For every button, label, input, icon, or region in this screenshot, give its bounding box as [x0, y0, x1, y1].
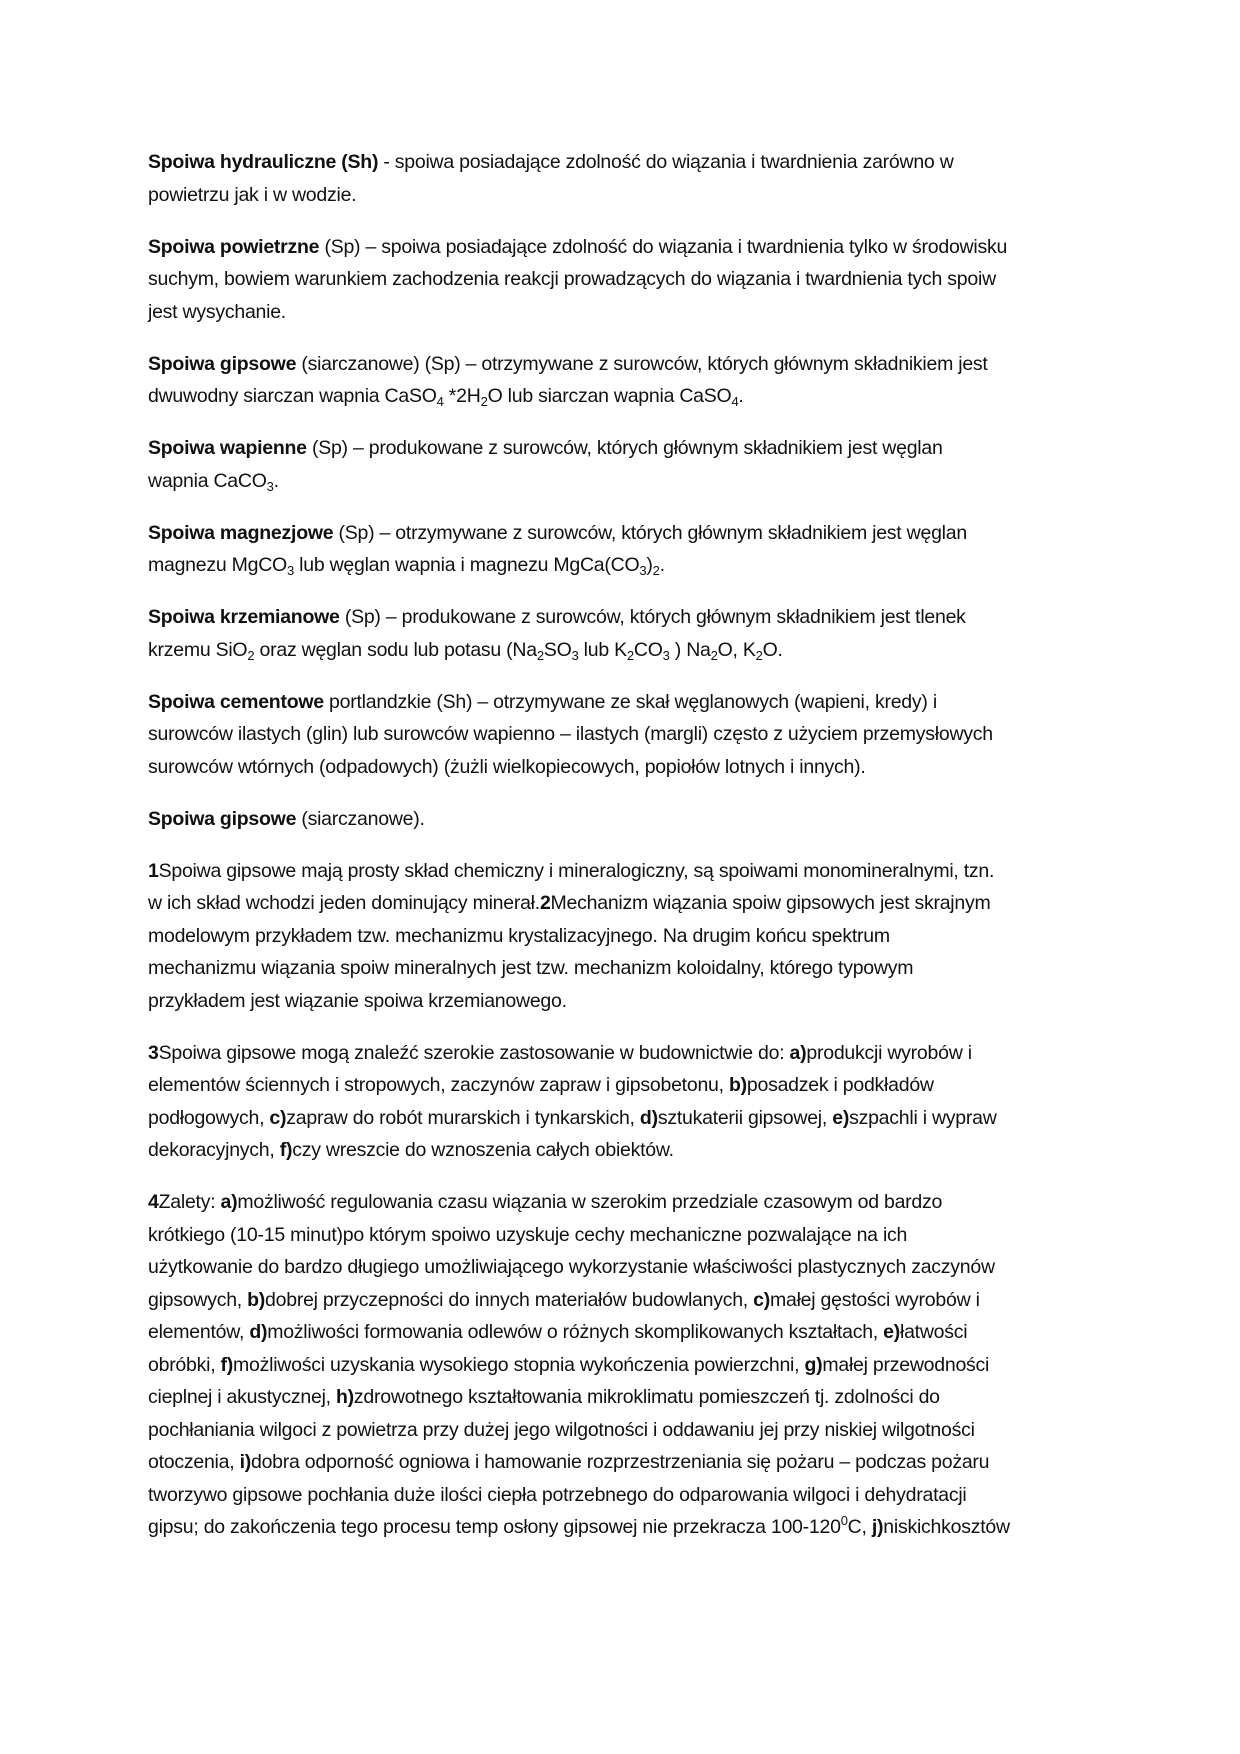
bold-text: c)	[269, 1106, 287, 1129]
paragraph	[148, 855, 1108, 1018]
text: magnezu MgCO	[148, 554, 287, 576]
bold-text: Spoiwa powietrzne	[148, 235, 320, 258]
text: szpachli i wypraw	[849, 1106, 997, 1129]
text-line	[148, 1381, 1108, 1414]
text: podłogowych,	[148, 1106, 270, 1129]
bold-text: d)	[249, 1321, 268, 1343]
text: CO	[633, 638, 663, 661]
bold-text: Spoiwa krzemianowe	[148, 606, 340, 628]
text: O.	[762, 638, 783, 661]
text-line	[148, 465, 1108, 498]
text: jest wysychanie.	[148, 300, 286, 323]
text: lub K	[578, 638, 627, 661]
subscript: 2	[536, 647, 544, 663]
paragraph	[148, 601, 1108, 666]
text: w ich skład wchodzi jeden dominujący minerał.	[148, 892, 540, 914]
text-line	[148, 803, 1108, 836]
text: czy wreszcie do wznoszenia całych obiektów.	[292, 1139, 674, 1161]
bold-text: b)	[728, 1074, 747, 1096]
text: sztukaterii gipsowej,	[657, 1106, 833, 1129]
text: (Sp) – produkowane z surowców, których głównym składnikiem jest węglan	[306, 437, 943, 459]
bold-text: f)	[220, 1353, 234, 1376]
text: możliwości formowania odlewów o różnych skomplikowanych kształtach,	[267, 1321, 884, 1343]
text: małej gęstości wyrobów i	[770, 1288, 980, 1311]
subscript: 3	[662, 647, 670, 663]
text: zdrowotnego kształtowania mikroklimatu pomieszczeń tj. zdolności do	[353, 1386, 940, 1408]
text-line	[148, 549, 1108, 582]
paragraph	[148, 146, 1108, 211]
paragraph	[148, 1186, 1108, 1544]
text: przykładem jest wiązanie spoiwa krzemianowego.	[148, 989, 567, 1012]
text-line	[148, 432, 1108, 465]
bold-text: Spoiwa wapienne	[148, 437, 307, 459]
bold-text: a)	[789, 1041, 807, 1064]
paragraph	[148, 348, 1108, 413]
paragraph	[148, 1037, 1108, 1167]
text: O lub siarczan wapnia CaSO	[487, 385, 732, 407]
text: SO	[543, 638, 572, 661]
text: wapnia CaCO	[148, 469, 267, 492]
bold-text: h)	[336, 1386, 354, 1408]
text-line	[148, 1511, 1108, 1544]
text-line	[148, 1134, 1108, 1167]
subscript: 2	[652, 563, 660, 578]
bold-text: 4	[148, 1191, 159, 1213]
text-line	[148, 1037, 1108, 1070]
text: Mechanizm wiązania spoiw gipsowych jest skrajnym	[550, 892, 991, 914]
text: *2H	[443, 385, 481, 407]
text: elementów,	[148, 1321, 250, 1343]
text: posadzek i podkładów	[746, 1074, 934, 1096]
text-line	[148, 718, 1108, 751]
text: (siarczanowe).	[296, 807, 425, 830]
bold-text: Spoiwa magnezjowe	[148, 521, 334, 544]
bold-text: Spoiwa gipsowe	[148, 352, 297, 375]
text: Zalety:	[158, 1191, 221, 1213]
text: gipsowych,	[148, 1288, 248, 1311]
text: zapraw do robót murarskich i tynkarskich,	[286, 1106, 640, 1129]
text: łatwości	[899, 1321, 968, 1343]
text: dwuwodny siarczan wapnia CaSO	[148, 385, 437, 407]
text: (siarczanowe) (Sp) – otrzymywane z surowców, których głównym składnikiem jest	[296, 352, 988, 375]
text: portlandzkie (Sh) – otrzymywane ze skał węglanowych (wapieni, kredy) i	[323, 690, 937, 713]
text: tworzywo gipsowe pochłania duże ilości ciepła potrzebnego do odparowania wilgoci i dehydratacji	[148, 1483, 967, 1506]
text: surowców ilastych (glin) lub surowców wapienno – ilastych (margli) często z użyciem przemysłowych	[148, 723, 993, 745]
text: dobrej przyczepności do innych materiałów budowlanych,	[265, 1288, 754, 1311]
text-line	[148, 634, 1108, 667]
text: powietrzu jak i w wodzie.	[148, 183, 357, 206]
text: Spoiwa gipsowe mają prosty skład chemiczny i mineralogiczny, są spoiwami monomineralnymi, tzn.	[158, 859, 995, 882]
bold-text: 3	[148, 1041, 159, 1064]
text-line	[148, 231, 1108, 264]
text-line	[148, 263, 1108, 296]
document-page	[148, 146, 1108, 1563]
paragraph	[148, 231, 1108, 329]
text: elementów ściennych i stropowych, zaczynów zapraw i gipsobetonu,	[148, 1074, 729, 1096]
subscript: 2	[626, 647, 634, 663]
bold-text: f)	[279, 1139, 293, 1161]
text: C,	[847, 1516, 872, 1538]
text: gipsu; do zakończenia tego procesu temp osłony gipsowej nie przekracza 100-120	[148, 1516, 841, 1538]
bold-text: e)	[883, 1321, 900, 1343]
text: surowców wtórnych (odpadowych) (żużli wielkopiecowych, popiołów lotnych i innych).	[148, 755, 866, 778]
text-line	[148, 1069, 1108, 1102]
text: (Sp) – otrzymywane z surowców, których głównym składnikiem jest węglan	[333, 521, 967, 544]
bold-text: b)	[247, 1288, 266, 1311]
text-line	[148, 601, 1108, 634]
text: pochłaniania wilgoci z powietrza przy dużej jego wilgotności i oddawaniu jej przy niskiej wilgotności	[148, 1418, 975, 1441]
paragraph	[148, 517, 1108, 582]
paragraph	[148, 686, 1108, 784]
subscript: 2	[755, 647, 763, 663]
text: dekoracyjnych,	[148, 1139, 280, 1161]
text-line	[148, 348, 1108, 381]
bold-text: Spoiwa gipsowe	[148, 807, 297, 830]
bold-text: 2	[539, 892, 551, 914]
text: O, K	[717, 638, 756, 661]
subscript: 2	[710, 647, 718, 663]
text: możliwość regulowania czasu wiązania w szerokim przedziale czasowym od bardzo	[237, 1191, 943, 1213]
text: )	[646, 554, 653, 576]
subscript: 2	[480, 394, 488, 409]
text-line	[148, 1414, 1108, 1447]
text: ) Na	[669, 638, 711, 661]
text-line	[148, 1102, 1108, 1135]
text: - spoiwa posiadające zdolność do wiązania i twardnienia zarówno w	[378, 151, 954, 173]
subscript: 3	[286, 563, 294, 578]
text: cieplnej i akustycznej,	[148, 1386, 337, 1408]
text: (Sp) – produkowane z surowców, których głównym składnikiem jest tlenek	[339, 606, 966, 628]
text: niskichkosztów	[883, 1516, 1010, 1538]
text: dobra odporność ogniowa i hamowanie rozprzestrzeniania się pożaru – podczas pożaru	[250, 1451, 990, 1473]
text-line	[148, 1219, 1108, 1252]
text-line	[148, 855, 1108, 888]
text: suchym, bowiem warunkiem zachodzenia reakcji prowadzących do wiązania i twardnienia tych spoiw	[148, 268, 996, 290]
text-line	[148, 296, 1108, 329]
subscript: 4	[731, 394, 739, 409]
text-line	[148, 1446, 1108, 1479]
bold-text: e)	[832, 1106, 850, 1129]
subscript: 2	[247, 647, 255, 663]
text: otoczenia,	[148, 1451, 240, 1473]
subscript: 3	[639, 563, 647, 578]
text: użytkowanie do bardzo długiego umożliwiającego wykorzystanie właściwości plastycznych zaczynów	[148, 1256, 995, 1278]
text-line	[148, 179, 1108, 212]
text: (Sp) – spoiwa posiadające zdolność do wiązania i twardnienia tylko w środowisku	[319, 235, 1008, 258]
text: lub węglan wapnia i magnezu MgCa(CO	[293, 554, 640, 576]
text-line	[148, 1479, 1108, 1512]
text-line	[148, 887, 1108, 920]
bold-text: j)	[871, 1516, 884, 1538]
text: mechanizmu wiązania spoiw mineralnych jest tzw. mechanizm koloidalny, którego typowym	[148, 957, 914, 979]
text: produkcji wyrobów i	[806, 1041, 972, 1064]
subscript: 3	[266, 478, 274, 494]
bold-text: g)	[804, 1353, 823, 1376]
text-line	[148, 1251, 1108, 1284]
text: możliwości uzyskania wysokiego stopnia wykończenia powierzchni,	[233, 1353, 805, 1376]
bold-text: 1	[148, 859, 159, 882]
text: obróbki,	[148, 1353, 221, 1376]
text-line	[148, 380, 1108, 413]
text-line	[148, 146, 1108, 179]
paragraph	[148, 803, 1108, 836]
text-line	[148, 686, 1108, 719]
text: modelowym przykładem tzw. mechanizmu krystalizacyjnego. Na drugim końcu spektrum	[148, 924, 890, 947]
text-line	[148, 985, 1108, 1018]
text-line	[148, 1349, 1108, 1382]
bold-text: Spoiwa cementowe	[148, 690, 324, 713]
text-line	[148, 751, 1108, 784]
text: oraz węglan sodu lub potasu (Na	[254, 638, 537, 661]
bold-text: d)	[639, 1106, 658, 1129]
text: .	[659, 554, 665, 576]
text: Spoiwa gipsowe mogą znaleźć szerokie zastosowanie w budownictwie do:	[158, 1041, 790, 1064]
text: małej przewodności	[822, 1353, 990, 1376]
subscript: 3	[571, 647, 579, 663]
text: .	[738, 385, 744, 407]
text-line	[148, 1186, 1108, 1219]
superscript: 0	[840, 1513, 848, 1528]
bold-text: c)	[753, 1288, 770, 1311]
text-line	[148, 517, 1108, 550]
text: krzemu SiO	[148, 638, 248, 661]
text: .	[273, 469, 279, 492]
text-line	[148, 1316, 1108, 1349]
bold-text: i)	[239, 1451, 251, 1473]
text-line	[148, 952, 1108, 985]
bold-text: Spoiwa hydrauliczne (Sh)	[148, 151, 379, 173]
paragraph	[148, 432, 1108, 497]
bold-text: a)	[220, 1191, 238, 1213]
text-line	[148, 1284, 1108, 1317]
text-line	[148, 920, 1108, 953]
subscript: 4	[436, 394, 444, 409]
text: krótkiego (10-15 minut)po którym spoiwo uzyskuje cechy mechaniczne pozwalające na ich	[148, 1223, 908, 1246]
